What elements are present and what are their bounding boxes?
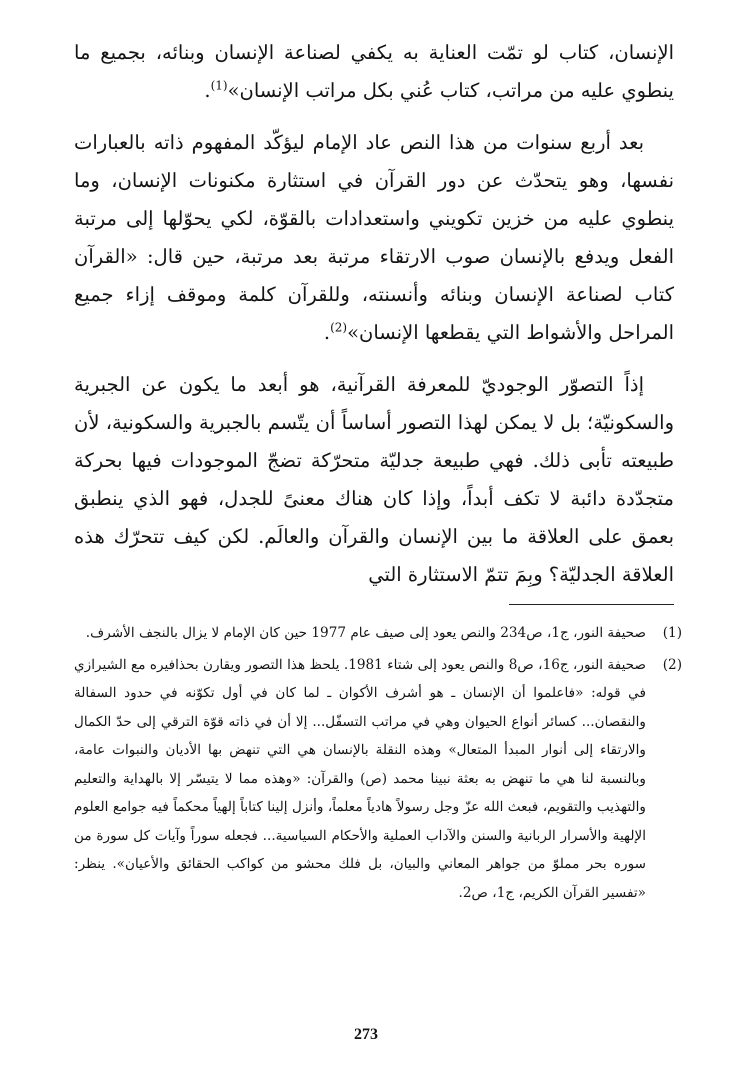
paragraph-3 (74, 366, 674, 594)
footnote-2 (74, 651, 682, 908)
paragraph-tail: . (204, 79, 211, 102)
footnote-divider (509, 604, 674, 605)
footnote-ref: (1) (210, 78, 228, 93)
footnote-number: (2) (662, 656, 682, 673)
paragraph-text: بعد أربع سنوات من هذا النص عاد الإمام ليؤكّد المفهوم ذاته بالعبارات نفسها، وهو يتحدّث عن دور القرآن في استثارة مكنونات الإنسان، وما ينطوي عليه من خزين تكويني واستعدادات بالقوّة، لكي يحوّلها إلى مرتبة الفعل ويدفع بالإنسان صوب الارتقاء مرتبة بعد مرتبة، حين قال: «القرآن كتاب لصناعة الإنسان وبنائه وأنسنته، وللقرآن كلمة وموقف إزاء جميع المراحل والأشواط التي يقطعها الإنسان» (74, 131, 674, 344)
paragraph-1 (74, 34, 674, 110)
footnote-number: (1) (662, 625, 682, 641)
paragraph-text: الإنسان، كتاب لو تمّت العناية به يكفي لصناعة الإنسان وبنائه، بجميع ما ينطوي عليه من مراتب، كتاب عُني بكل مراتب الإنسان» (74, 41, 674, 102)
main-text (74, 34, 674, 594)
paragraph-2 (74, 124, 674, 352)
footnote-1 (74, 619, 682, 648)
footnote-ref: (2) (330, 320, 348, 335)
footnote-text: صحيفة النور، ج16، ص8 والنص يعود إلى شتاء 1981. يلحظ هذا التصور ويقارن بحذافيره مع الشيرازي في قوله: «فاعلموا أن الإنسان ـ هو أشرف الأكوان ـ لما كان في أول تكوّنه في حدود السفالة والنقصان... كسائر أنواع الحيوان وهي في مراتب التسفّل... إلا أن في ذاته قوّة الترقي إلى حدّ الكمال والارتقاء إلى أنوار المبدأ المتعال» وهذه النقلة بالإنسان هي التي تنهض بها الأديان والنبوات عامة، وبالنسبة لنا هي ما تنهض به بعثة نبينا محمد (ص) والقرآن: «وهذه مما لا يتيسّر إلا بالهداية والتعليم والتهذيب والتقويم، فبعث الله عزّ وجل رسولاً هادياً معلماً، وأنزل إلينا كتاباً إلهياً محكماً فيه جوامع العلوم الإلهية والأسرار الربانية والسنن والآداب العملية والأحكام السياسية... فجعله سوراً وآيات كل سورة من سوره بحر مملوّ من جواهر المعاني والبيان، بل فلك محشو من كواكب الحقائق والأعيان». ينظر: «تفسير القرآن الكريم، ج1، ص2. (74, 656, 646, 901)
footnote-text: صحيفة النور، ج1، ص234 والنص يعود إلى صيف عام 1977 حين كان الإمام لا يزال بالنجف الأشرف. (85, 625, 646, 641)
paragraph-tail: . (323, 321, 331, 344)
page-number: 273 (354, 1026, 378, 1043)
paragraph-text: إذاً التصوّر الوجوديّ للمعرفة القرآنية، هو أبعد ما يكون عن الجبرية والسكونيّة؛ بل لا يمكن لهذا التصور أساساً أن يتّسم بالجبرية والسكونية، لأن طبيعته تأبى ذلك. فهي طبيعة جدليّة متحرّكة تضجّ الموجودات فيها بحركة متجدّدة دائبة لا تكف أبداً، وإذا كان هناك معنىً للجدل، فهو الذي ينطبق بعمق على العلاقة ما بين الإنسان والقرآن والعالَم. لكن كيف تتحرّك هذه العلاقة الجدليّة؟ وبِمَ تتمّ الاستثارة التي (74, 373, 674, 586)
footnotes (74, 619, 682, 910)
